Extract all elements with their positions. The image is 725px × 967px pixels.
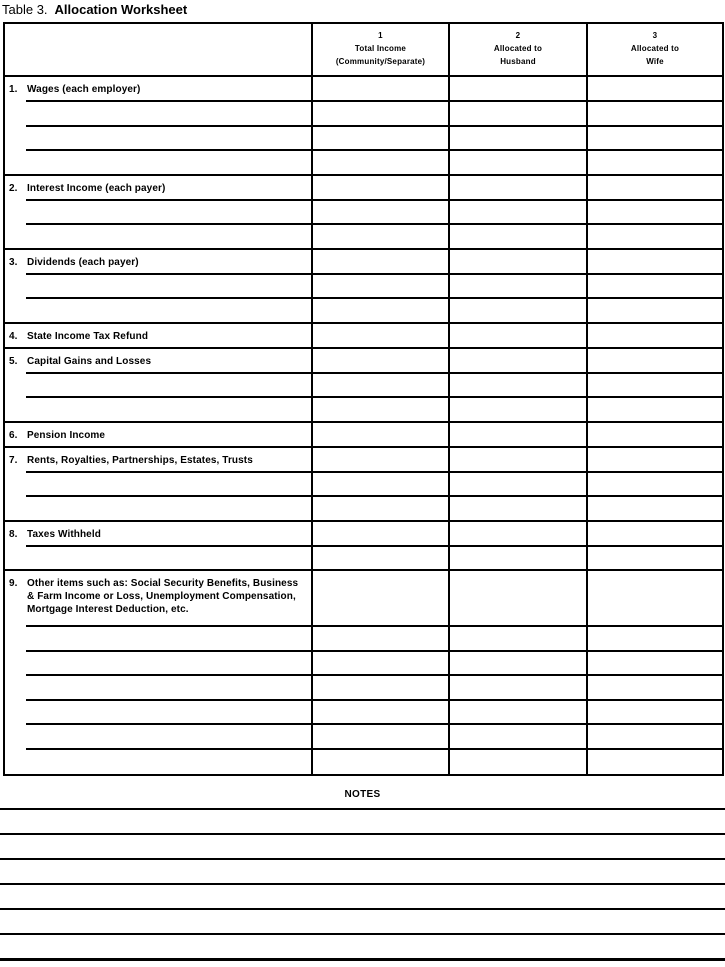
amount-cell-husband: [448, 571, 586, 627]
allocation-table: [3, 22, 724, 776]
amount-cell-total-income: [311, 473, 448, 498]
amount-cell-total-income: [311, 176, 448, 201]
amount-cell-husband: [448, 423, 586, 448]
amount-cell-husband: [448, 398, 586, 423]
item-5-label-row: [5, 349, 722, 374]
amount-cell-total-income: [311, 652, 448, 677]
description-writein-line: [5, 374, 311, 399]
amount-cell-total-income: [311, 571, 448, 627]
amount-cell-wife: [586, 176, 722, 201]
amount-cell-husband: [448, 176, 586, 201]
description-writein-line: [5, 652, 311, 677]
amount-cell-total-income: [311, 522, 448, 547]
notes-rule-line: [0, 958, 725, 961]
amount-cell-total-income: [311, 201, 448, 226]
amount-cell-husband: [448, 627, 586, 652]
header-line: 3: [652, 31, 658, 40]
amount-cell-wife: [586, 750, 722, 775]
item-number: 6.: [9, 429, 18, 441]
item-description-cell: [5, 522, 311, 547]
amount-cell-total-income: [311, 448, 448, 473]
description-writein-line: [5, 473, 311, 498]
header-line: Allocated to: [493, 44, 543, 53]
amount-cell-total-income: [311, 275, 448, 300]
header-line: Wife: [646, 57, 664, 66]
amount-cell-wife: [586, 374, 722, 399]
header-line: Husband: [500, 57, 536, 66]
item-description-cell: [5, 349, 311, 374]
item-label: Pension Income: [27, 429, 106, 441]
item-8-label-row: [5, 522, 722, 547]
amount-cell-wife: [586, 473, 722, 498]
amount-cell-husband: [448, 299, 586, 324]
item-9-blank-row: [5, 652, 722, 677]
item-label: Dividends (each payer): [27, 256, 139, 268]
amount-cell-wife: [586, 652, 722, 677]
description-writein-line: [5, 151, 311, 176]
item-label: Other items such as: Social Security Benefits, Business & Farm Income or Loss, Unemployment Compensation, Mortgage Interest Deduction, etc.: [27, 578, 299, 615]
header-col-allocated-husband: [448, 24, 586, 75]
amount-cell-husband: [448, 324, 586, 349]
item-label: Wages (each employer): [27, 84, 141, 95]
amount-cell-total-income: [311, 725, 448, 750]
amount-cell-total-income: [311, 127, 448, 152]
description-writein-line: [5, 127, 311, 152]
table-body: [5, 77, 722, 774]
item-number: 5.: [9, 355, 18, 367]
item-description-cell: [5, 250, 311, 275]
item-number: 8.: [9, 528, 18, 540]
amount-cell-total-income: [311, 225, 448, 250]
notes-heading: NOTES: [344, 789, 381, 800]
amount-cell-total-income: [311, 750, 448, 775]
amount-cell-wife: [586, 77, 722, 102]
item-number: 2.: [9, 182, 18, 194]
notes-rule-line: [0, 933, 725, 935]
amount-cell-total-income: [311, 349, 448, 374]
amount-cell-husband: [448, 652, 586, 677]
description-writein-line: [5, 725, 311, 750]
amount-cell-wife: [586, 448, 722, 473]
amount-cell-husband: [448, 497, 586, 522]
item-1-blank-row: [5, 127, 722, 152]
table-number-label: Table 3.: [2, 2, 48, 17]
description-writein-line: [5, 299, 311, 324]
item-number: 1.: [9, 84, 18, 95]
amount-cell-husband: [448, 127, 586, 152]
header-col-total-income: [311, 24, 448, 75]
description-writein-line: [5, 102, 311, 127]
item-5-blank-row: [5, 398, 722, 423]
item-6-label-row: [5, 423, 722, 448]
description-writein-line: [5, 750, 311, 775]
amount-cell-wife: [586, 299, 722, 324]
amount-cell-husband: [448, 448, 586, 473]
item-9-blank-row: [5, 725, 722, 750]
description-writein-line: [5, 398, 311, 423]
amount-cell-husband: [448, 275, 586, 300]
amount-cell-total-income: [311, 77, 448, 102]
amount-cell-wife: [586, 398, 722, 423]
description-writein-line: [5, 275, 311, 300]
header-line: Allocated to: [630, 44, 680, 53]
notes-rule-line: [0, 908, 725, 910]
amount-cell-husband: [448, 374, 586, 399]
item-1-label-row: [5, 77, 722, 102]
item-9-label-row: [5, 571, 722, 627]
amount-cell-husband: [448, 547, 586, 572]
description-writein-line: [5, 676, 311, 701]
item-7-label-row: [5, 448, 722, 473]
description-writein-line: [5, 201, 311, 226]
amount-cell-wife: [586, 627, 722, 652]
item-label: Rents, Royalties, Partnerships, Estates, Trusts: [27, 454, 253, 466]
amount-cell-husband: [448, 676, 586, 701]
item-5-blank-row: [5, 374, 722, 399]
item-1-blank-row: [5, 151, 722, 176]
amount-cell-wife: [586, 725, 722, 750]
item-8-blank-row: [5, 547, 722, 572]
description-writein-line: [5, 547, 311, 572]
amount-cell-total-income: [311, 398, 448, 423]
item-description-cell: [5, 448, 311, 473]
item-2-blank-row: [5, 201, 722, 226]
amount-cell-total-income: [311, 497, 448, 522]
item-1-blank-row: [5, 102, 722, 127]
amount-cell-total-income: [311, 374, 448, 399]
amount-cell-total-income: [311, 423, 448, 448]
worksheet-title: Allocation Worksheet: [54, 2, 188, 17]
item-description-cell: [5, 571, 311, 627]
amount-cell-wife: [586, 250, 722, 275]
page-title: [2, 2, 187, 17]
notes-rule-line: [0, 858, 725, 860]
amount-cell-total-income: [311, 250, 448, 275]
notes-rule-line: [0, 808, 725, 810]
header-col-allocated-wife: [586, 24, 722, 75]
amount-cell-wife: [586, 497, 722, 522]
amount-cell-wife: [586, 423, 722, 448]
amount-cell-wife: [586, 275, 722, 300]
item-label: Taxes Withheld: [27, 528, 101, 540]
header-line: Total Income: [354, 44, 407, 53]
amount-cell-husband: [448, 725, 586, 750]
amount-cell-total-income: [311, 324, 448, 349]
item-9-blank-row: [5, 627, 722, 652]
amount-cell-total-income: [311, 547, 448, 572]
amount-cell-husband: [448, 250, 586, 275]
amount-cell-husband: [448, 701, 586, 726]
item-9-blank-row: [5, 701, 722, 726]
item-9-blank-row: [5, 750, 722, 775]
amount-cell-total-income: [311, 676, 448, 701]
amount-cell-wife: [586, 571, 722, 627]
amount-cell-total-income: [311, 299, 448, 324]
description-writein-line: [5, 225, 311, 250]
item-label: State Income Tax Refund: [27, 330, 149, 342]
amount-cell-total-income: [311, 151, 448, 176]
item-description-cell: [5, 324, 311, 349]
amount-cell-wife: [586, 349, 722, 374]
item-number: 4.: [9, 330, 18, 342]
item-description-cell: [5, 77, 311, 102]
item-7-blank-row: [5, 497, 722, 522]
amount-cell-husband: [448, 349, 586, 374]
table-header-row: [5, 24, 722, 77]
amount-cell-wife: [586, 151, 722, 176]
header-cell-description: [5, 24, 311, 75]
item-label: Capital Gains and Losses: [27, 355, 152, 367]
item-4-label-row: [5, 324, 722, 349]
amount-cell-wife: [586, 676, 722, 701]
amount-cell-total-income: [311, 701, 448, 726]
item-description-cell: [5, 423, 311, 448]
amount-cell-wife: [586, 127, 722, 152]
item-9-blank-row: [5, 676, 722, 701]
item-3-blank-row: [5, 275, 722, 300]
amount-cell-husband: [448, 151, 586, 176]
notes-rule-line: [0, 883, 725, 885]
amount-cell-husband: [448, 750, 586, 775]
item-2-label-row: [5, 176, 722, 201]
amount-cell-wife: [586, 701, 722, 726]
description-writein-line: [5, 701, 311, 726]
amount-cell-husband: [448, 201, 586, 226]
item-7-blank-row: [5, 473, 722, 498]
item-3-blank-row: [5, 299, 722, 324]
header-line: 1: [378, 31, 383, 40]
item-label: Interest Income (each payer): [27, 182, 166, 194]
amount-cell-husband: [448, 77, 586, 102]
item-number: 7.: [9, 454, 18, 466]
amount-cell-total-income: [311, 102, 448, 127]
amount-cell-husband: [448, 473, 586, 498]
notes-rule-line: [0, 833, 725, 835]
amount-cell-husband: [448, 225, 586, 250]
amount-cell-husband: [448, 522, 586, 547]
amount-cell-wife: [586, 102, 722, 127]
header-line: 2: [515, 31, 521, 40]
item-description-cell: [5, 176, 311, 201]
amount-cell-wife: [586, 201, 722, 226]
description-writein-line: [5, 627, 311, 652]
item-number: 3.: [9, 256, 18, 268]
description-writein-line: [5, 497, 311, 522]
amount-cell-wife: [586, 522, 722, 547]
item-number: 9.: [9, 578, 18, 589]
amount-cell-wife: [586, 324, 722, 349]
amount-cell-wife: [586, 547, 722, 572]
amount-cell-husband: [448, 102, 586, 127]
item-3-label-row: [5, 250, 722, 275]
amount-cell-wife: [586, 225, 722, 250]
amount-cell-total-income: [311, 627, 448, 652]
item-2-blank-row: [5, 225, 722, 250]
header-line: (Community/Separate): [335, 57, 426, 66]
